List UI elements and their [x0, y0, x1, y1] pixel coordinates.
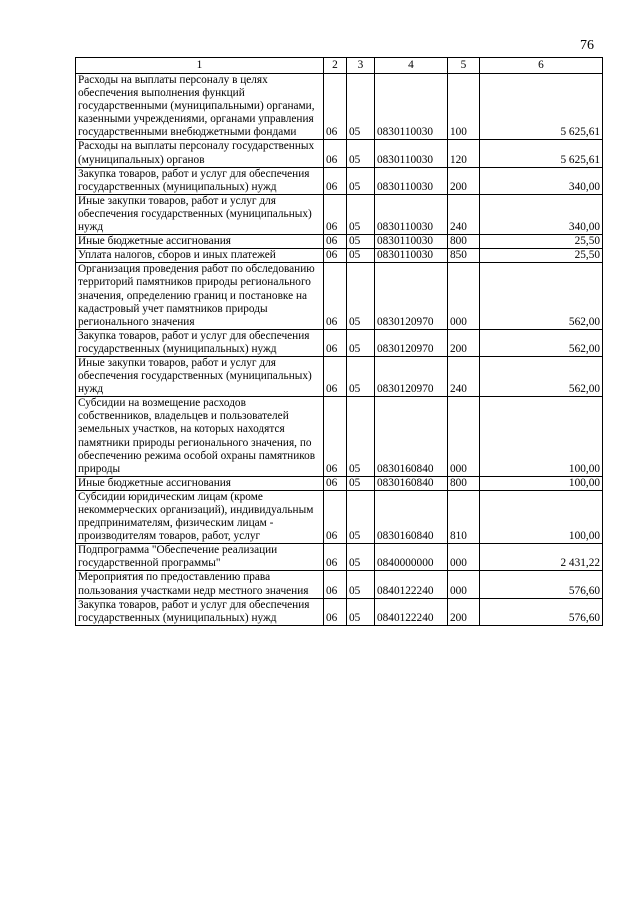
- row-subsection: 05: [347, 249, 375, 263]
- row-subsection: 05: [347, 476, 375, 490]
- row-amount: 340,00: [480, 167, 603, 194]
- row-target-code: 0830110030: [375, 249, 448, 263]
- header-col-1: 1: [76, 58, 324, 74]
- table-row: [76, 544, 603, 571]
- row-section: 06: [324, 249, 347, 263]
- row-expense-type: 850: [448, 249, 480, 263]
- row-subsection: 05: [347, 263, 375, 329]
- row-subsection: 05: [347, 194, 375, 234]
- row-target-code: 0830110030: [375, 140, 448, 167]
- row-expense-type: 810: [448, 490, 480, 543]
- row-expense-type: 120: [448, 140, 480, 167]
- row-target-code: 0830110030: [375, 167, 448, 194]
- row-subsection: 05: [347, 490, 375, 543]
- row-name: Иные закупки товаров, работ и услуг для обеспечения государственных (муниципальных) нужд: [76, 356, 324, 396]
- row-target-code: 0840122240: [375, 571, 448, 598]
- row-section: 06: [324, 235, 347, 249]
- row-amount: 25,50: [480, 249, 603, 263]
- row-target-code: 0830110030: [375, 194, 448, 234]
- row-amount: 340,00: [480, 194, 603, 234]
- row-name: Уплата налогов, сборов и иных платежей: [76, 249, 324, 263]
- row-name: Субсидии на возмещение расходов собственников, владельцев и пользователей земельных участков, на которых находятся памятники природы регионального значения, по обеспечению режима особой охраны памятников природы: [76, 397, 324, 477]
- row-section: 06: [324, 140, 347, 167]
- row-section: 06: [324, 194, 347, 234]
- row-name: Иные закупки товаров, работ и услуг для обеспечения государственных (муниципальных) нужд: [76, 194, 324, 234]
- table-row: [76, 167, 603, 194]
- row-section: 06: [324, 263, 347, 329]
- header-col-5: 5: [448, 58, 480, 74]
- row-amount: 100,00: [480, 397, 603, 477]
- row-section: 06: [324, 329, 347, 356]
- row-expense-type: 000: [448, 544, 480, 571]
- row-amount: 562,00: [480, 356, 603, 396]
- table-row: [76, 571, 603, 598]
- table-row: [76, 397, 603, 477]
- row-section: 06: [324, 397, 347, 477]
- row-name: Закупка товаров, работ и услуг для обеспечения государственных (муниципальных) нужд: [76, 329, 324, 356]
- row-name: Подпрограмма "Обеспечение реализации государственной программы": [76, 544, 324, 571]
- row-name: Расходы на выплаты персоналу в целях обеспечения выполнения функций государственными (муниципальными) органами, казенными учреждениями, органами управления государственными внебюджетными фондами: [76, 74, 324, 140]
- row-amount: 5 625,61: [480, 74, 603, 140]
- row-expense-type: 100: [448, 74, 480, 140]
- row-target-code: 0830160840: [375, 476, 448, 490]
- row-section: 06: [324, 571, 347, 598]
- table-row: [76, 235, 603, 249]
- row-expense-type: 800: [448, 476, 480, 490]
- header-col-4: 4: [375, 58, 448, 74]
- table-row: [76, 490, 603, 543]
- row-expense-type: 200: [448, 167, 480, 194]
- row-target-code: 0840122240: [375, 598, 448, 625]
- row-section: 06: [324, 490, 347, 543]
- row-amount: 576,60: [480, 571, 603, 598]
- row-amount: 562,00: [480, 329, 603, 356]
- header-col-6: 6: [480, 58, 603, 74]
- row-name: Организация проведения работ по обследованию территорий памятников природы регионального значения, определению границ и постановке на кадастровый учет памятников природы регионального значения: [76, 263, 324, 329]
- row-target-code: 0830160840: [375, 490, 448, 543]
- row-amount: 100,00: [480, 476, 603, 490]
- row-expense-type: 000: [448, 263, 480, 329]
- row-subsection: 05: [347, 329, 375, 356]
- row-expense-type: 200: [448, 329, 480, 356]
- table-row: [76, 249, 603, 263]
- table-row: [76, 598, 603, 625]
- row-name: Мероприятия по предоставлению права пользования участками недр местного значения: [76, 571, 324, 598]
- row-subsection: 05: [347, 167, 375, 194]
- row-expense-type: 240: [448, 194, 480, 234]
- row-section: 06: [324, 167, 347, 194]
- header-col-3: 3: [347, 58, 375, 74]
- row-expense-type: 000: [448, 571, 480, 598]
- row-expense-type: 240: [448, 356, 480, 396]
- table-row: [76, 194, 603, 234]
- table-row: [76, 476, 603, 490]
- row-target-code: 0830120970: [375, 356, 448, 396]
- row-target-code: 0830120970: [375, 329, 448, 356]
- row-amount: 2 431,22: [480, 544, 603, 571]
- table-row: [76, 263, 603, 329]
- row-section: 06: [324, 598, 347, 625]
- row-section: 06: [324, 544, 347, 571]
- row-name: Закупка товаров, работ и услуг для обеспечения государственных (муниципальных) нужд: [76, 167, 324, 194]
- row-subsection: 05: [347, 356, 375, 396]
- row-amount: 562,00: [480, 263, 603, 329]
- row-name: Расходы на выплаты персоналу государственных (муниципальных) органов: [76, 140, 324, 167]
- row-target-code: 0840000000: [375, 544, 448, 571]
- row-subsection: 05: [347, 397, 375, 477]
- row-target-code: 0830120970: [375, 263, 448, 329]
- table-row: [76, 356, 603, 396]
- row-target-code: 0830110030: [375, 74, 448, 140]
- row-name: Закупка товаров, работ и услуг для обеспечения государственных (муниципальных) нужд: [76, 598, 324, 625]
- row-subsection: 05: [347, 571, 375, 598]
- row-expense-type: 200: [448, 598, 480, 625]
- page-number: 76: [580, 38, 594, 53]
- table-row: [76, 140, 603, 167]
- row-subsection: 05: [347, 544, 375, 571]
- row-expense-type: 000: [448, 397, 480, 477]
- row-subsection: 05: [347, 74, 375, 140]
- table-row: [76, 74, 603, 140]
- row-section: 06: [324, 74, 347, 140]
- row-amount: 5 625,61: [480, 140, 603, 167]
- row-target-code: 0830110030: [375, 235, 448, 249]
- row-subsection: 05: [347, 235, 375, 249]
- row-subsection: 05: [347, 140, 375, 167]
- header-row: [76, 58, 603, 74]
- row-name: Субсидии юридическим лицам (кроме некоммерческих организаций), индивидуальным предпринимателям, физическим лицам - производителям товаров, работ, услуг: [76, 490, 324, 543]
- header-col-2: 2: [324, 58, 347, 74]
- row-name: Иные бюджетные ассигнования: [76, 235, 324, 249]
- row-name: Иные бюджетные ассигнования: [76, 476, 324, 490]
- row-target-code: 0830160840: [375, 397, 448, 477]
- row-amount: 100,00: [480, 490, 603, 543]
- row-section: 06: [324, 356, 347, 396]
- row-expense-type: 800: [448, 235, 480, 249]
- row-amount: 25,50: [480, 235, 603, 249]
- budget-table: [75, 57, 603, 626]
- row-section: 06: [324, 476, 347, 490]
- table-row: [76, 329, 603, 356]
- table-body: [76, 74, 603, 626]
- row-amount: 576,60: [480, 598, 603, 625]
- row-subsection: 05: [347, 598, 375, 625]
